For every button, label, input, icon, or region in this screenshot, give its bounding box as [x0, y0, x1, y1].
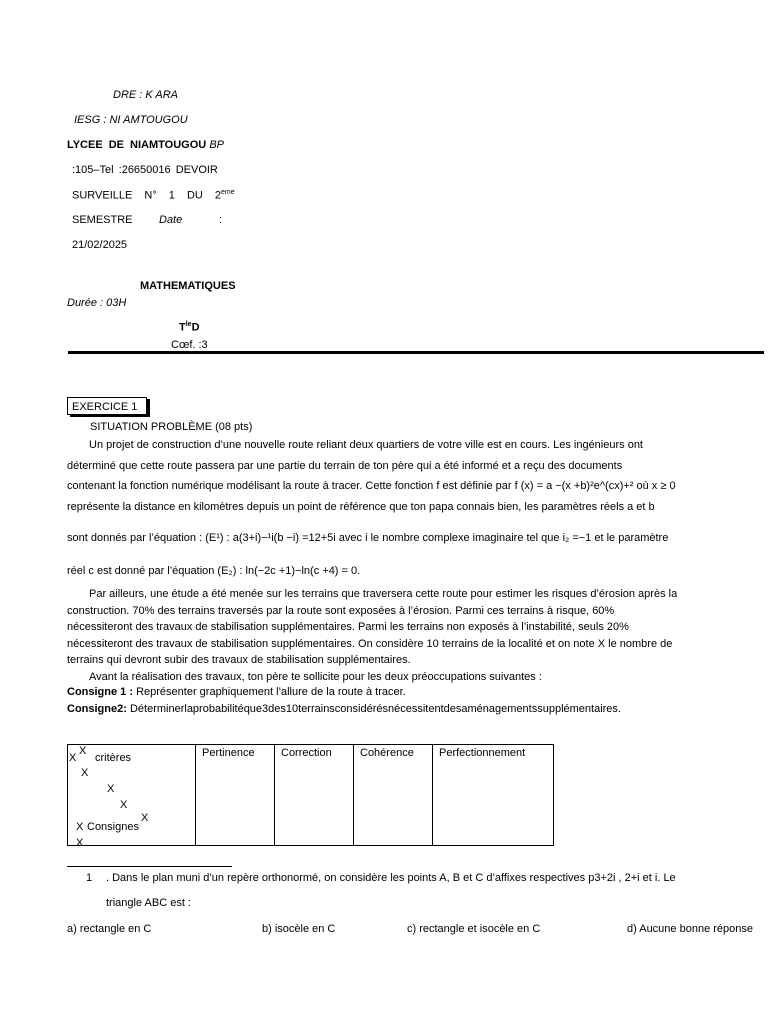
- class-d: D: [191, 321, 200, 334]
- diag-x: X: [107, 783, 115, 795]
- tel-line: :105–Tel :26650016 DEVOIR: [72, 164, 218, 176]
- consigne-2-label: Consigne2:: [67, 703, 127, 715]
- p1-equation-line: sont donnés par l’équation : (E¹) : a(3+i)−¹i(b −i) =12+5i avec i le nombre complexe imaginaire tel que i₂ =−1 et le paramètre: [67, 532, 669, 544]
- consigne-1: [67, 686, 406, 698]
- paragraph-2: [67, 586, 722, 685]
- p2-line-1: Par ailleurs, une étude a été menée sur les terrains que traversera cette route pour estimer les risques d’érosion après la: [89, 588, 678, 600]
- p1-last-line: réel c est donné par l’équation (E₂) : ln(−2c +1)−ln(c +4) = 0.: [67, 565, 361, 577]
- school-bp: BP: [209, 139, 224, 151]
- diag-x: X: [76, 821, 84, 833]
- question-text-2: triangle ABC est :: [106, 897, 191, 909]
- exercise-box: EXERCICE 1: [67, 397, 147, 415]
- consigne-1-text: Représenter graphiquement l’allure de la route à tracer.: [136, 686, 406, 698]
- p2-line-5: terrains qui devront subir des travaux de stabilisation supplémentaires.: [67, 654, 411, 666]
- school-name: LYCEE DE NIAMTOUGOU: [67, 139, 207, 151]
- ordinal-sup: eme: [221, 189, 235, 196]
- question-number: 1: [86, 872, 93, 884]
- diag-x: X: [69, 752, 77, 764]
- header-perfectionnement: Perfectionnement: [433, 745, 554, 846]
- option-c: c) rectangle et isocèle en C: [407, 923, 541, 935]
- header-coherence: Cohérence: [354, 745, 433, 846]
- subject-title: MATHEMATIQUES: [140, 280, 236, 292]
- consigne-2-text: Déterminerlaprobabilitéque3des10terrainsconsidérésnécessitentdesaménagementssupplémentaires.: [129, 703, 621, 715]
- date-value: 21/02/2025: [72, 239, 128, 251]
- option-a: a) rectangle en C: [67, 923, 152, 935]
- paragraph-1: [67, 435, 722, 517]
- p1-line-1: Un projet de construction d’une nouvelle route reliant deux quartiers de votre ville est en cours. Les ingénieurs ont: [89, 439, 643, 451]
- p1-line-2: déterminé que cette route passera par une partie du terrain de ton père qui a été informé et a reçu des documents: [67, 459, 623, 472]
- iesg-line: IESG : NI AMTOUGOU: [74, 114, 188, 126]
- p2-line-2: construction. 70% des terrains traversés par la route sont exposées à l’érosion. Parmi ces terrains à risque, 60%: [67, 604, 615, 617]
- class-sup: le: [185, 321, 192, 328]
- option-b: b) isocèle en C: [262, 923, 336, 935]
- p1-line-4: représente la distance en kilomètres depuis un point de référence que ton papa connais bien, les paramètres réels a et b: [67, 500, 655, 513]
- date-label: Date: [159, 214, 183, 226]
- diag-x: X: [120, 799, 128, 811]
- semestre-word: SEMESTRE: [72, 214, 133, 226]
- p1-line-3: contenant la fonction numérique modélisant la route à tracer. Cette fonction f est définie par f (x) = a −(x +b)²e^(cx)+² où x ≥ 0: [67, 480, 676, 492]
- diag-x: X: [79, 745, 87, 757]
- coefficient: Cœf. :3: [171, 339, 208, 351]
- diag-criteres: critères: [95, 752, 132, 764]
- date-colon: :: [219, 214, 223, 226]
- class-t: T: [179, 321, 186, 334]
- diag-consignes: Consignes: [87, 821, 139, 833]
- devoir-text: SURVEILLE N° 1 DU 2: [72, 189, 222, 202]
- devoir-line: [72, 189, 235, 202]
- header-pertinence: Pertinence: [196, 745, 275, 846]
- option-d: d) Aucune bonne réponse: [627, 923, 753, 935]
- diag-x: X: [76, 837, 84, 849]
- situation-title: SITUATION PROBLÈME (08 pts): [90, 421, 253, 433]
- header-divider: [68, 351, 764, 354]
- school-line: [67, 139, 224, 151]
- diagonal-header-cell: [68, 745, 196, 849]
- separator-line: [67, 866, 232, 867]
- diag-x: X: [141, 812, 149, 824]
- consigne-1-label: Consigne 1 :: [67, 686, 134, 698]
- header-correction: Correction: [275, 745, 354, 846]
- diag-x: X: [81, 767, 89, 779]
- table-row: [68, 745, 554, 846]
- p2-line-6: Avant la réalisation des travaux, ton père te sollicite pour les deux préoccupations suivantes :: [89, 670, 542, 683]
- p2-line-3: nécessiteront des travaux de stabilisation supplémentaires. Parmi les terrains non exposés à l’instabilité, seuls 20%: [67, 621, 629, 633]
- duration: Durée : 03H: [67, 297, 127, 309]
- consigne-2: [67, 703, 621, 715]
- criteria-table: [67, 744, 554, 849]
- class-level: [179, 321, 200, 334]
- question-text: . Dans le plan muni d’un repère orthonormé, on considère les points A, B et C d’affixes respectives p3+2i , 2+i et i. Le: [106, 872, 676, 884]
- dre-line: DRE : K ARA: [113, 89, 178, 101]
- p2-line-4: nécessiteront des travaux de stabilisation supplémentaires. On considère 10 terrains de la localité et on note X le nombre de: [67, 637, 673, 650]
